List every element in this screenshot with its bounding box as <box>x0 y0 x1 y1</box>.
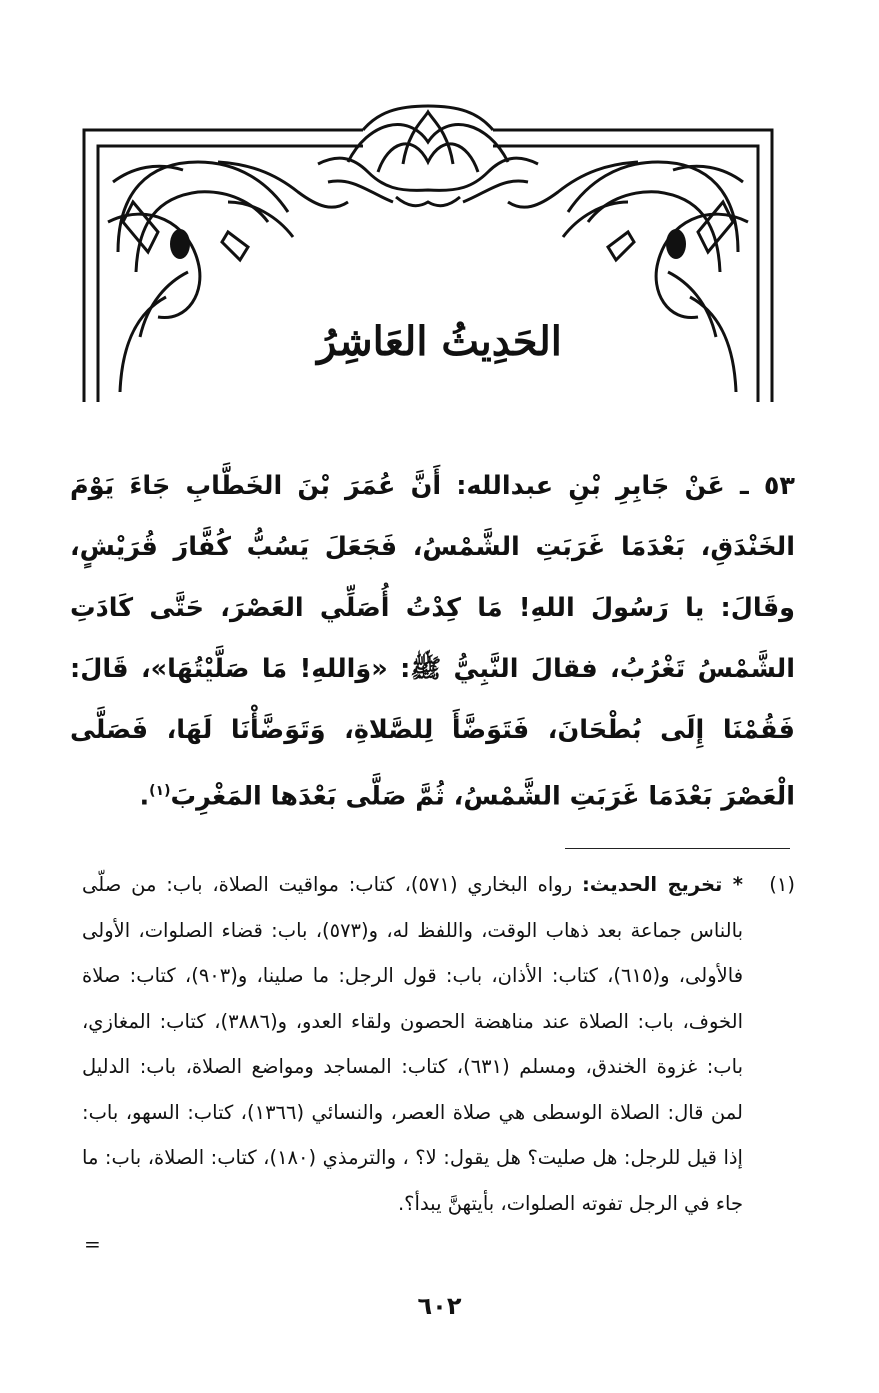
footnote-separator <box>565 848 790 849</box>
footnote-text: رواه البخاري (٥٧١)، كتاب: مواقيت الصلاة، باب: من صلّى بالناس جماعة بعد ذهاب الوقت، واللفظ له، و(٥٧٣)، باب: قضاء الصلوات، الأولى فالأولى، و(٦١٥)، كتاب: الأذان، باب: قول الرجل: ما صلينا، و(٩٠٣)، كتاب: صلاة الخوف، باب: الصلاة عند مناهضة الحصون ولقاء العدو، و(٣٨٨٦)، كتاب: المغازي، باب: غزوة الخندق، ومسلم (٦٣١)، كتاب: المساجد ومواضع الصلاة، باب: الدليل لمن قال: الصلاة الوسطى هي صلاة العصر، والنسائي (١٣٦٦)، كتاب: السهو، باب: إذا قيل للرجل: هل صليت؟ هل يقول: لا؟ ، والترمذي (١٨٠)، كتاب: الصلاة، باب: ما جاء في الرجل تفوته الصلوات، بأيتهنَّ يبدأ؟. <box>82 873 744 1215</box>
footnote <box>82 862 795 1226</box>
hadith-body: ٥٣ ـ عَنْ جَابِرِ بْنِ عبدالله: أَنَّ عُمَرَ بْنَ الخَطَّابِ جَاءَ يَوْمَ الخَنْدَقِ، بَعْدَمَا غَرَبَتِ الشَّمْسُ، فَجَعَلَ يَسُبُّ كُفَّارَ قُرَيْشٍ، وقَالَ: يا رَسُولَ اللهِ! مَا كِدْتُ أُصَلِّي العَصْرَ، حَتَّى كَادَتِ الشَّمْسُ تَغْرُبُ، فقالَ النَّبِيُّ ﷺ: «وَاللهِ! مَا صَلَّيْتُهَا»، قَالَ: فَقُمْنَا إِلَى بُطْحَانَ، فَتَوَضَّأَ لِلصَّلاةِ، وَتَوَضَّأْنَا لَهَا، فَصَلَّى الْعَصْرَ بَعْدَمَا غَرَبَتِ الشَّمْسُ، ثُمَّ صَلَّى بَعْدَها المَغْرِبَ <box>70 471 795 812</box>
hadith-text <box>70 456 795 828</box>
continuation-mark: = <box>84 1232 101 1256</box>
hadith-end: . <box>139 781 150 812</box>
footnote-number: (١) <box>769 873 795 896</box>
chapter-title: الحَدِيثُ العَاشِرُ <box>317 318 562 365</box>
footnote-label: * تخريج الحديث: <box>581 873 744 896</box>
page-number: ٦٠٢ <box>417 1292 462 1320</box>
footnote-reference: (١) <box>149 783 171 799</box>
